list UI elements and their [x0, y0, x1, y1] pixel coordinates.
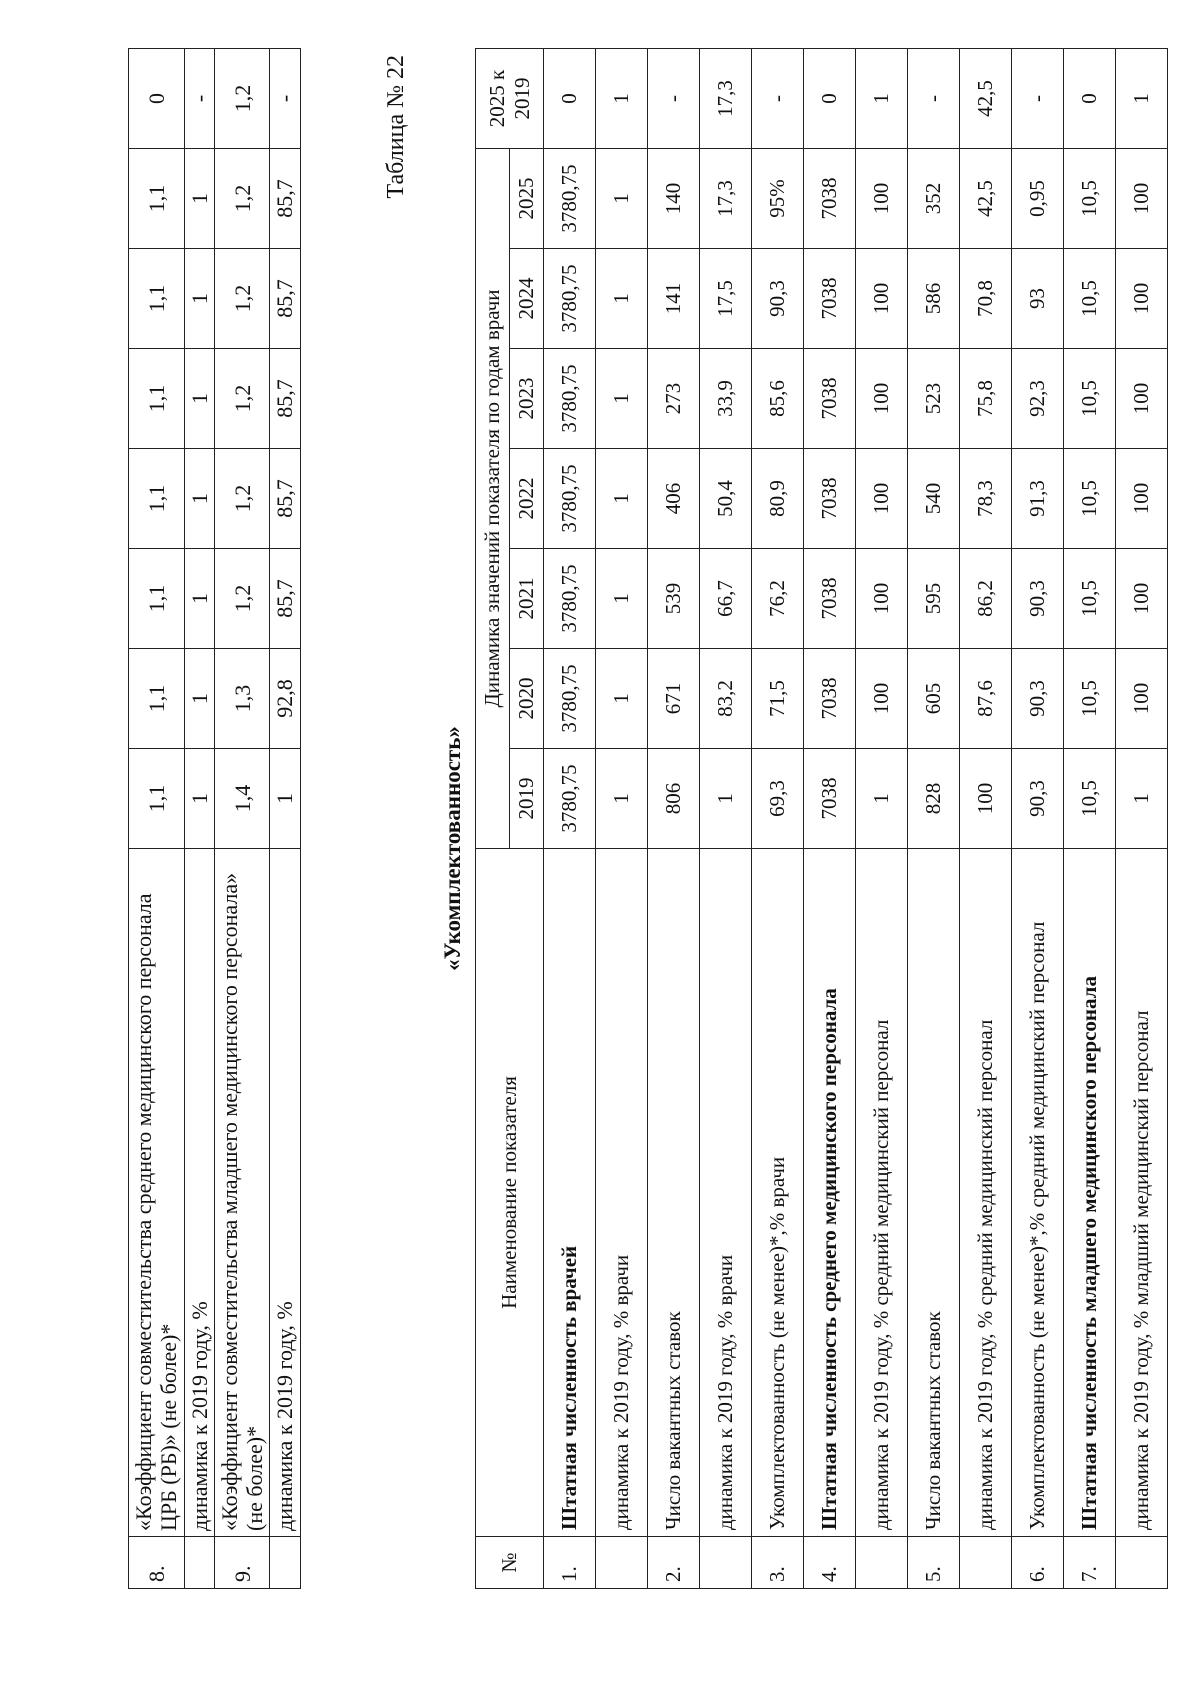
row-value: 10,5	[1064, 749, 1116, 849]
row-value: 100	[1116, 549, 1168, 649]
row-value: 100	[856, 649, 908, 749]
row-value: 70,8	[960, 249, 1012, 349]
row-name: Число вакантных ставок	[648, 849, 700, 1537]
row-value: 100	[856, 349, 908, 449]
row-value: 1	[1116, 48, 1168, 148]
row-value: 71,5	[752, 649, 804, 749]
row-value: 42,5	[960, 48, 1012, 148]
row-name: Штатная численность среднего медицинского персонала	[804, 849, 856, 1537]
row-value: 7038	[804, 649, 856, 749]
row-value: 50,4	[700, 449, 752, 549]
row-value: 100	[856, 549, 908, 649]
row-value: 828	[908, 749, 960, 849]
table-row	[214, 49, 270, 1589]
table-row	[129, 49, 185, 1589]
row-number: 1.	[544, 1537, 596, 1589]
row-value: 95%	[752, 148, 804, 248]
table-row	[856, 48, 908, 1588]
row-value: 0	[544, 48, 596, 148]
row-value: 91,3	[1012, 449, 1064, 549]
row-value: 1	[596, 349, 648, 449]
row-value: 85,7	[270, 549, 300, 649]
row-value: 3780,75	[544, 649, 596, 749]
header-year: 2023	[510, 349, 544, 449]
row-value: 1,2	[214, 449, 270, 549]
row-value: 10,5	[1064, 249, 1116, 349]
row-value: 806	[648, 749, 700, 849]
table-row	[752, 48, 804, 1588]
row-value: 352	[908, 148, 960, 248]
row-value: -	[908, 48, 960, 148]
header-group: Динамика значений показателя по годам врачи	[476, 148, 510, 848]
header-2025-vs-2019: 2025 к 2019	[476, 48, 544, 148]
continued-table-body	[129, 49, 301, 1589]
row-number	[960, 1537, 1012, 1589]
row-name: Укомплектованность (не менее)*,% средний медицинский персонал	[1012, 849, 1064, 1537]
row-value: 87,6	[960, 649, 1012, 749]
row-value: 540	[908, 449, 960, 549]
row-value: 10,5	[1064, 549, 1116, 649]
row-value: 69,3	[752, 749, 804, 849]
row-number	[184, 1537, 214, 1589]
row-value: 10,5	[1064, 649, 1116, 749]
row-name: Штатная численность врачей	[544, 849, 596, 1537]
row-number: 8.	[129, 1537, 185, 1589]
row-value: 75,8	[960, 349, 1012, 449]
row-name: Штатная численность младшего медицинского персонала	[1064, 849, 1116, 1537]
row-value: 7038	[804, 249, 856, 349]
table-row	[700, 48, 752, 1588]
row-value: 141	[648, 249, 700, 349]
row-value: 66,7	[700, 549, 752, 649]
staffing-table	[475, 48, 1168, 1589]
row-value: 33,9	[700, 349, 752, 449]
row-name: динамика к 2019 году, % врачи	[596, 849, 648, 1537]
continued-table	[128, 48, 301, 1589]
row-value: 17,3	[700, 48, 752, 148]
row-value: 100	[1116, 249, 1168, 349]
row-value: 1	[596, 549, 648, 649]
row-value: 85,7	[270, 349, 300, 449]
row-value: 1,2	[214, 49, 270, 149]
header-year: 2024	[510, 249, 544, 349]
row-value: 1,1	[129, 349, 185, 449]
row-value: 1	[596, 148, 648, 248]
row-value: 539	[648, 549, 700, 649]
row-number: 2.	[648, 1537, 700, 1589]
row-value: 90,3	[752, 249, 804, 349]
row-value: 595	[908, 549, 960, 649]
row-value: 140	[648, 148, 700, 248]
row-value: 7038	[804, 148, 856, 248]
row-value: 1	[270, 749, 300, 849]
row-value: 100	[856, 249, 908, 349]
row-value: 100	[856, 148, 908, 248]
row-value: 1	[596, 449, 648, 549]
staffing-table-head	[476, 48, 544, 1588]
row-value: 671	[648, 649, 700, 749]
row-value: 523	[908, 349, 960, 449]
row-value: 93	[1012, 249, 1064, 349]
row-value: 3780,75	[544, 349, 596, 449]
row-value: 1,1	[129, 749, 185, 849]
row-value: 1,4	[214, 749, 270, 849]
table-row	[804, 48, 856, 1588]
row-value: 7038	[804, 349, 856, 449]
row-value: 100	[960, 749, 1012, 849]
row-value: 90,3	[1012, 649, 1064, 749]
row-value: 76,2	[752, 549, 804, 649]
row-value: 83,2	[700, 649, 752, 749]
row-name: динамика к 2019 году, % средний медицинский персонал	[856, 849, 908, 1537]
header-year: 2025	[510, 148, 544, 248]
row-value: 85,6	[752, 349, 804, 449]
row-value: 90,3	[1012, 549, 1064, 649]
row-value: 10,5	[1064, 349, 1116, 449]
table-row	[596, 48, 648, 1588]
row-value: 92,3	[1012, 349, 1064, 449]
row-number: 6.	[1012, 1537, 1064, 1589]
row-value: 90,3	[1012, 749, 1064, 849]
table-row	[544, 48, 596, 1588]
row-value: -	[270, 49, 300, 149]
row-value: 605	[908, 649, 960, 749]
table-row	[908, 48, 960, 1588]
row-value: 0,95	[1012, 148, 1064, 248]
row-name: «Коэффициент совместительства среднего медицинского персонала ЦРБ (РБ)» (не более)*	[129, 849, 185, 1537]
row-value: 1	[700, 749, 752, 849]
row-value: 1	[184, 549, 214, 649]
row-value: 3780,75	[544, 549, 596, 649]
row-value: 3780,75	[544, 749, 596, 849]
row-value: 1,2	[214, 349, 270, 449]
row-name: Число вакантных ставок	[908, 849, 960, 1537]
table-row	[184, 49, 214, 1589]
row-value: 1	[184, 649, 214, 749]
row-number: 7.	[1064, 1537, 1116, 1589]
row-name: «Коэффициент совместительства младшего медицинского персонала» (не более)*	[214, 849, 270, 1537]
row-value: 100	[1116, 649, 1168, 749]
table-row	[1012, 48, 1064, 1588]
row-number	[1116, 1537, 1168, 1589]
row-number: 3.	[752, 1537, 804, 1589]
row-value: 1	[1116, 749, 1168, 849]
row-value: 100	[1116, 349, 1168, 449]
row-value: 100	[1116, 148, 1168, 248]
row-name: динамика к 2019 году, % младший медицинский персонал	[1116, 849, 1168, 1537]
row-value: 1	[184, 449, 214, 549]
row-value: 85,7	[270, 449, 300, 549]
row-value: 1,2	[214, 549, 270, 649]
row-value: 100	[856, 449, 908, 549]
row-value: 17,3	[700, 148, 752, 248]
row-value: 3780,75	[544, 249, 596, 349]
row-name: Укомплектованность (не менее)*,% врачи	[752, 849, 804, 1537]
row-value: 1,1	[129, 149, 185, 249]
table-row	[1064, 48, 1116, 1588]
row-number	[856, 1537, 908, 1589]
row-value: 0	[129, 49, 185, 149]
row-value: -	[752, 48, 804, 148]
row-value: 1,1	[129, 649, 185, 749]
row-value: 78,3	[960, 449, 1012, 549]
row-value: 1,1	[129, 249, 185, 349]
table-row	[960, 48, 1012, 1588]
row-name: динамика к 2019 году, %	[270, 849, 300, 1537]
header-year: 2021	[510, 549, 544, 649]
table-row	[1116, 48, 1168, 1588]
row-value: 1,1	[129, 549, 185, 649]
row-value: 0	[804, 48, 856, 148]
table-row	[270, 49, 300, 1589]
row-name: динамика к 2019 году, %	[184, 849, 214, 1537]
row-value: 10,5	[1064, 148, 1116, 248]
row-value: 1,2	[214, 249, 270, 349]
row-value: 1	[856, 749, 908, 849]
row-number	[700, 1537, 752, 1589]
row-value: 273	[648, 349, 700, 449]
row-value: 586	[908, 249, 960, 349]
table-title: «Укомплектованность»	[440, 726, 465, 971]
row-value: -	[184, 49, 214, 149]
row-value: 1	[596, 749, 648, 849]
row-value: 7038	[804, 749, 856, 849]
row-value: 85,7	[270, 249, 300, 349]
row-value: 1	[856, 48, 908, 148]
row-number: 5.	[908, 1537, 960, 1589]
row-value: 1	[184, 349, 214, 449]
row-value: 1,1	[129, 449, 185, 549]
row-value: 17,5	[700, 249, 752, 349]
table-row	[648, 48, 700, 1588]
row-name: динамика к 2019 году, % средний медицинский персонал	[960, 849, 1012, 1537]
header-number: №	[476, 1537, 544, 1589]
row-value: 1	[596, 48, 648, 148]
row-number: 4.	[804, 1537, 856, 1589]
row-number: 9.	[214, 1537, 270, 1589]
header-name: Наименование показателя	[476, 849, 544, 1537]
row-value: 100	[1116, 449, 1168, 549]
row-value: 1	[184, 249, 214, 349]
row-value: 0	[1064, 48, 1116, 148]
row-value: 80,9	[752, 449, 804, 549]
header-year: 2020	[510, 649, 544, 749]
row-value: 406	[648, 449, 700, 549]
row-value: 1	[596, 249, 648, 349]
row-value: 1,3	[214, 649, 270, 749]
header-year: 2019	[510, 749, 544, 849]
row-number	[270, 1537, 300, 1589]
row-value: 1	[184, 149, 214, 249]
row-value: 1,2	[214, 149, 270, 249]
row-value: 85,7	[270, 149, 300, 249]
header-year: 2022	[510, 449, 544, 549]
row-value: 10,5	[1064, 449, 1116, 549]
row-value: 92,8	[270, 649, 300, 749]
row-value: -	[1012, 48, 1064, 148]
row-value: 7038	[804, 449, 856, 549]
row-value: 1	[184, 749, 214, 849]
row-value: 1	[596, 649, 648, 749]
row-number	[596, 1537, 648, 1589]
staffing-table-body	[544, 48, 1168, 1588]
row-value: 3780,75	[544, 449, 596, 549]
row-value: -	[648, 48, 700, 148]
table-number: Таблица № 22	[383, 55, 409, 199]
row-value: 3780,75	[544, 148, 596, 248]
row-value: 7038	[804, 549, 856, 649]
row-name: динамика к 2019 году, % врачи	[700, 849, 752, 1537]
row-value: 42,5	[960, 148, 1012, 248]
row-value: 86,2	[960, 549, 1012, 649]
